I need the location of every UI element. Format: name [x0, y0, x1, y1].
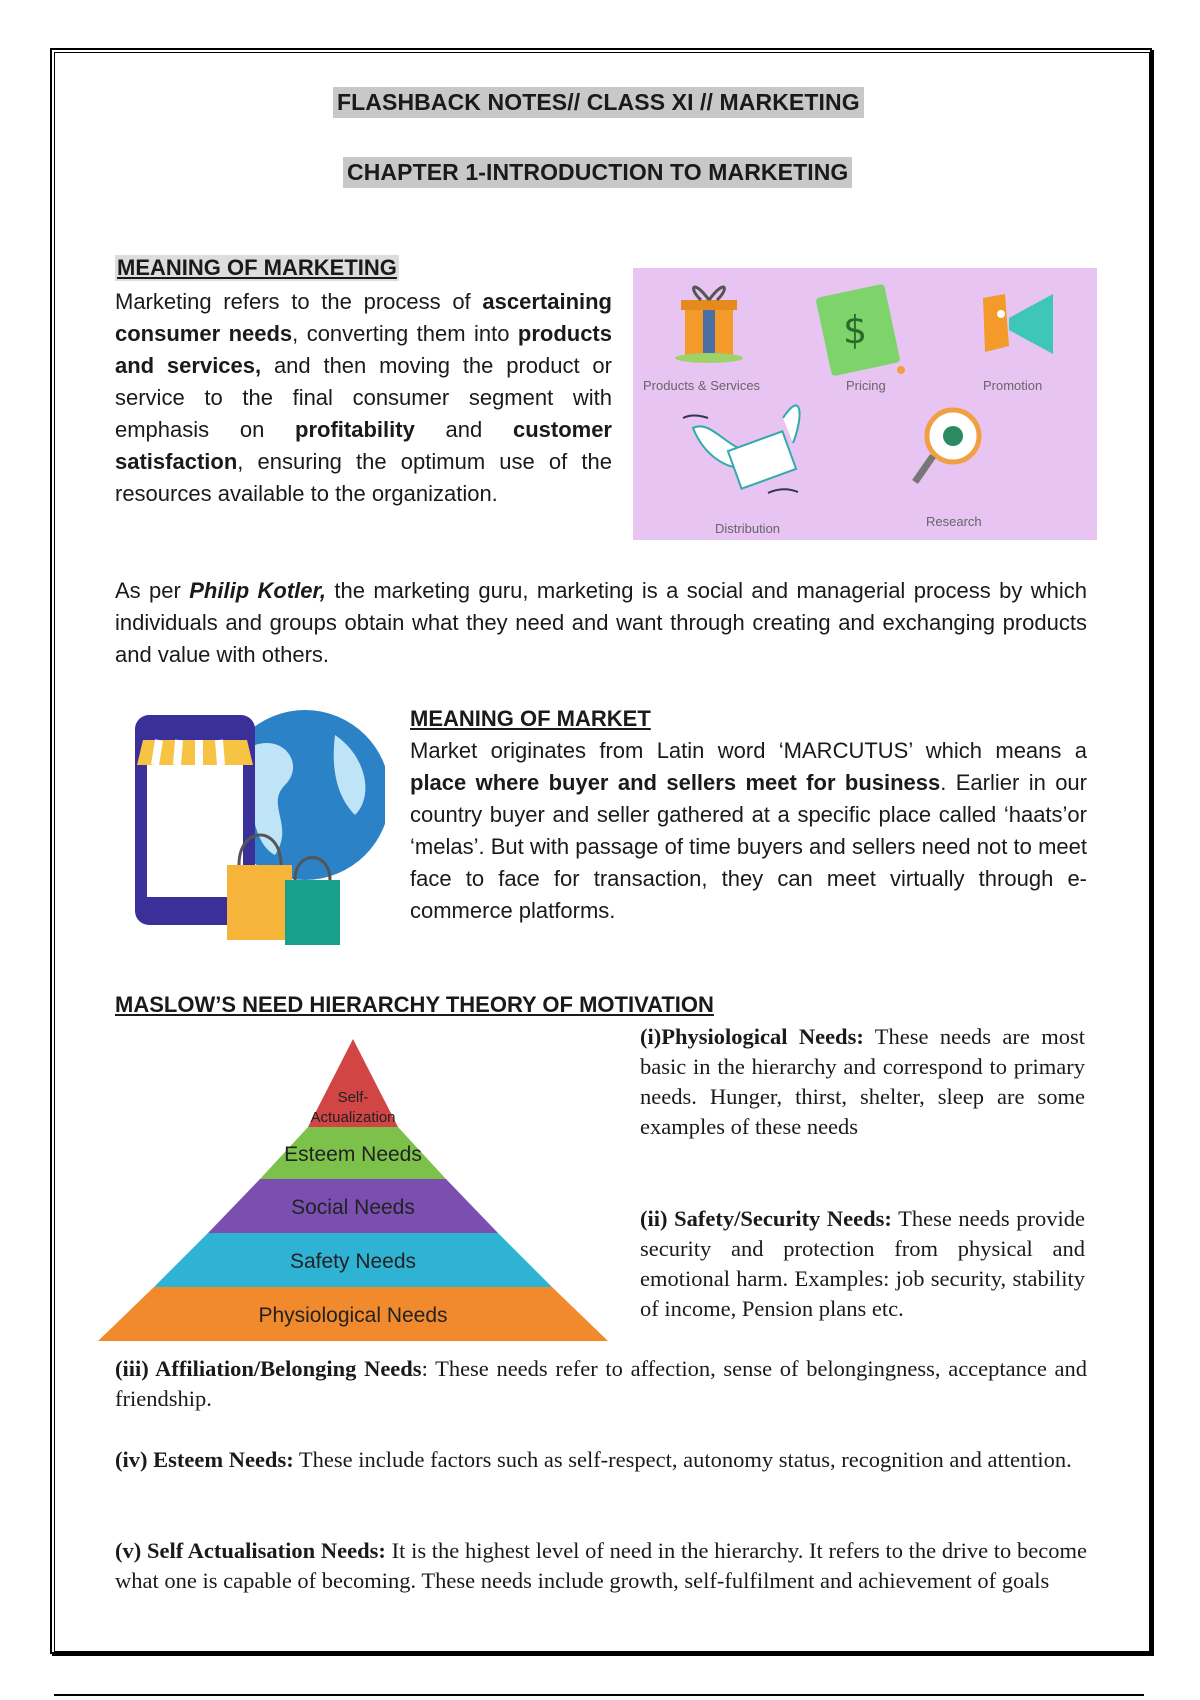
kotler-paragraph: As per Philip Kotler, the marketing guru, marketing is a social and managerial process by which individuals and groups obtain what they need and want through creating and exchanging products and value with others.: [115, 578, 1087, 667]
maslow-heading: MASLOW’S NEED HIERARCHY THEORY OF MOTIVATION: [115, 992, 714, 1017]
shopping-bag-icon: [227, 865, 292, 940]
pyramid-label-self-1: Self-: [337, 1089, 369, 1106]
label-products: Products & Services: [643, 378, 761, 393]
label-pricing: Pricing: [846, 378, 886, 393]
label-research: Research: [926, 514, 982, 529]
need-safety: (ii) Safety/Security Needs: These needs provide security and protection from physical and emotional harm. Examples: job security, stability of income, Pension plans etc.: [640, 1206, 1085, 1321]
need-self-actualisation: (v) Self Actualisation Needs: It is the highest level of need in the hierarchy. It refers to the drive to become what one is capable of becoming. These needs include growth, self-fulfilment and achievement of goals: [115, 1538, 1087, 1593]
bottom-rule: [54, 1694, 1144, 1696]
money-icon: [815, 284, 905, 377]
gift-icon: [675, 287, 743, 363]
label-promotion: Promotion: [983, 378, 1043, 393]
envelope-icon: [683, 405, 800, 493]
need-esteem: (iv) Esteem Needs: These include factors such as self-respect, autonomy status, recognition and attention.: [115, 1447, 1072, 1472]
chapter-title: CHAPTER 1-INTRODUCTION TO MARKETING: [343, 157, 852, 188]
need-affiliation: (iii) Affiliation/Belonging Needs: These needs refer to affection, sense of belongingness, acceptance and friendship.: [115, 1356, 1088, 1411]
ecommerce-illustration: [135, 705, 385, 950]
marketing-heading: MEANING OF MARKETING: [117, 255, 397, 280]
marketing-paragraph: Marketing refers to the process of ascertaining consumer needs, converting them into products and services, and then moving the product or service to the final consumer segment with emphasis on profitability and customer satisfaction, ensuring the optimum use of the resources available to the organization.: [115, 289, 612, 506]
pyramid-label-social: Social Needs: [291, 1196, 415, 1219]
label-distribution: Distribution: [715, 521, 781, 536]
market-paragraph: Market originates from Latin word ‘MARCUTUS’ which means a place where buyer and sellers meet for business. Earlier in our country buyer and seller gathered at a specific place called ‘haats’or ‘melas’. But with passage of time buyers and sellers need not to meet face to face for transaction, they can meet virtually through e-commerce platforms.: [410, 738, 1087, 923]
market-heading: MEANING OF MARKET: [410, 706, 651, 731]
megaphone-icon: [983, 294, 1053, 354]
shopping-bag-icon-2: [285, 880, 340, 945]
page-title: FLASHBACK NOTES// CLASS XI // MARKETING: [333, 87, 864, 118]
pyramid-label-physiological: Physiological Needs: [258, 1304, 448, 1327]
marketing-mix-illustration: [633, 268, 1097, 540]
pyramid-label-esteem: Esteem Needs: [284, 1143, 422, 1166]
svg-text:$: $: [843, 308, 868, 352]
need-physiological: (i)Physiological Needs: These needs are most basic in the hierarchy and correspond to primary needs. Hunger, thirst, shelter, sleep are some examples of these needs: [640, 1024, 1085, 1139]
marketing-mix-icons: [633, 268, 1097, 540]
pyramid-label-self-2: Actualization: [310, 1109, 396, 1126]
magnifier-icon: [915, 410, 979, 482]
pyramid-label-safety: Safety Needs: [289, 1250, 417, 1273]
maslow-pyramid: [98, 1035, 608, 1345]
